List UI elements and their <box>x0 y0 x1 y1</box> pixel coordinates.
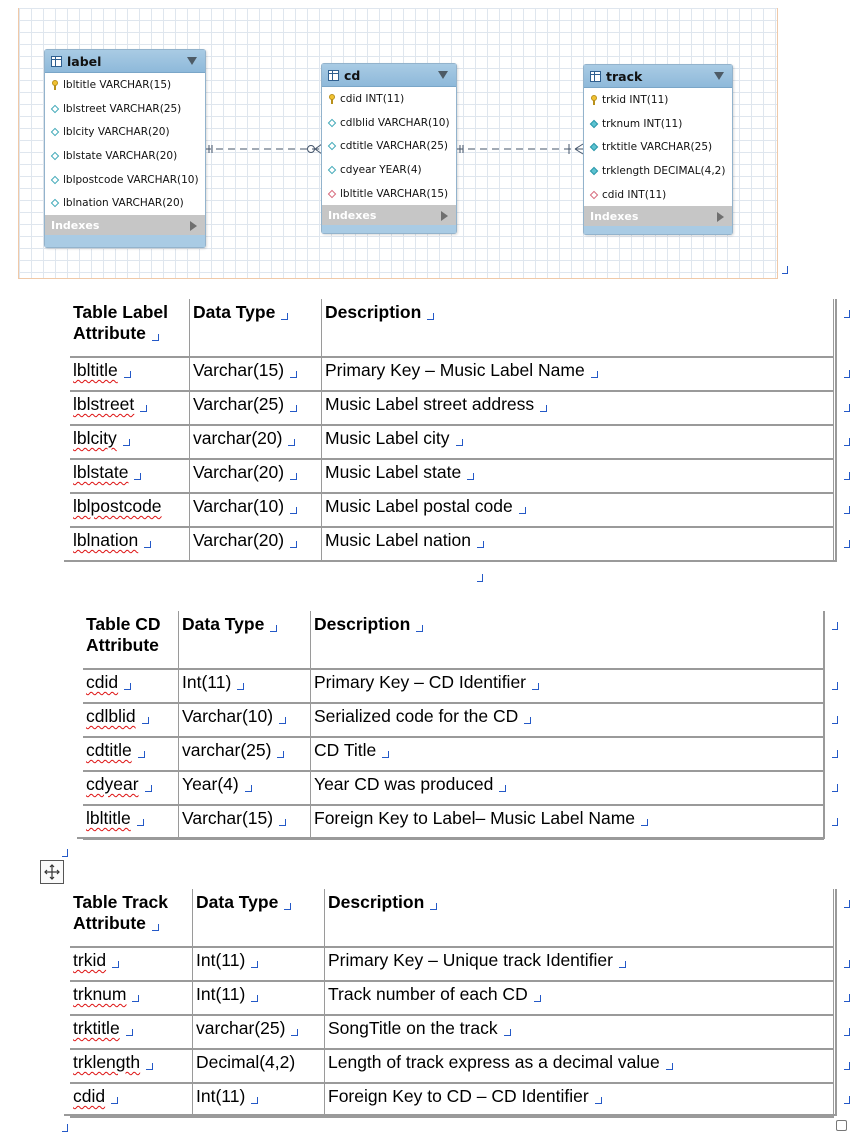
attribute-cell[interactable] <box>70 528 190 562</box>
column-label: trkid INT(11) <box>602 93 669 106</box>
description-cell[interactable] <box>311 704 824 738</box>
paragraph-mark-icon <box>270 625 277 632</box>
attribute-cell[interactable] <box>83 704 179 738</box>
cell-text: Foreign Key to CD – CD Identifier <box>328 1086 589 1106</box>
table-move-handle-icon[interactable] <box>40 860 64 884</box>
entity-name: label <box>67 53 102 69</box>
header-cell[interactable] <box>190 299 322 358</box>
paragraph-mark-icon <box>519 507 526 514</box>
cell-text: Varchar(10) <box>193 496 285 516</box>
paragraph-mark-icon <box>279 819 286 826</box>
table-border <box>77 837 825 839</box>
paragraph-mark-icon <box>595 1097 602 1104</box>
table-border <box>823 611 825 839</box>
cell-text: lblstate <box>73 462 129 482</box>
primary-key-icon <box>50 80 60 90</box>
cell-text: Varchar(20) <box>193 462 285 482</box>
entity-column[interactable] <box>322 182 456 206</box>
column-label: cdid INT(11) <box>340 92 405 105</box>
row-end-mark-icon <box>844 472 850 480</box>
attribute-cell[interactable] <box>70 1050 193 1084</box>
table-row <box>70 1016 834 1050</box>
entity-column[interactable] <box>45 191 205 215</box>
row-end-mark-icon <box>832 784 838 792</box>
entity-column[interactable] <box>322 134 456 158</box>
paragraph-mark-icon <box>146 1063 153 1070</box>
table-row <box>70 460 834 494</box>
table-row <box>83 772 824 806</box>
paragraph-mark-icon <box>237 683 244 690</box>
column-label: lblcity VARCHAR(20) <box>63 126 170 139</box>
column-label: lblstate VARCHAR(20) <box>63 149 178 162</box>
entity-column[interactable] <box>45 73 205 97</box>
indexes-label: Indexes <box>328 208 377 222</box>
cell-text: Int(11) <box>196 984 246 1004</box>
paragraph-mark-icon <box>430 903 437 910</box>
paragraph-mark-icon <box>279 717 286 724</box>
column-label: cdlblid VARCHAR(10) <box>340 116 450 129</box>
paragraph-mark-icon <box>291 1029 298 1036</box>
row-end-mark-icon <box>844 1028 850 1036</box>
header-cell[interactable] <box>179 611 311 670</box>
description-cell[interactable] <box>322 460 834 494</box>
header-cell[interactable] <box>325 889 834 948</box>
filled-diamond-icon <box>589 166 599 176</box>
cell-text: trkid <box>73 950 107 970</box>
cell-text: varchar(25) <box>182 740 272 760</box>
datatype-cell[interactable] <box>179 738 311 772</box>
entity-track[interactable] <box>583 64 733 235</box>
cell-text: Decimal(4,2) <box>196 1052 296 1072</box>
cell-text: Music Label city <box>325 428 450 448</box>
datatype-cell[interactable] <box>190 528 322 562</box>
cell-text: Serialized code for the CD <box>314 706 519 726</box>
description-cell[interactable] <box>322 358 834 392</box>
attribute-cell[interactable] <box>70 982 193 1016</box>
paragraph-mark-icon <box>281 313 288 320</box>
attribute-cell[interactable] <box>70 460 190 494</box>
description-cell[interactable] <box>311 670 824 704</box>
datatype-cell[interactable] <box>193 982 325 1016</box>
entity-column[interactable] <box>322 87 456 111</box>
cell-text: Foreign Key to Label– Music Label Name <box>314 808 636 828</box>
column-diamond-icon <box>327 165 337 175</box>
paragraph-mark-icon <box>534 995 541 1002</box>
paragraph-mark-icon <box>134 473 141 480</box>
cell-text: cdlblid <box>86 706 136 726</box>
cell-text: trktitle <box>73 1018 120 1038</box>
cell-text: cdtitle <box>86 740 132 760</box>
attribute-cell[interactable] <box>70 426 190 460</box>
paragraph-mark-icon <box>137 819 144 826</box>
row-end-mark-icon <box>832 716 838 724</box>
table-row <box>83 806 824 840</box>
table-icon <box>590 71 601 82</box>
attribute-cell[interactable] <box>70 1084 193 1118</box>
datatype-cell[interactable] <box>193 1084 325 1118</box>
table-row <box>70 392 834 426</box>
datatype-cell[interactable] <box>193 1050 325 1084</box>
table-header-row <box>70 889 834 948</box>
description-cell[interactable] <box>322 494 834 528</box>
column-diamond-icon <box>50 175 60 185</box>
filled-diamond-icon <box>589 119 599 129</box>
column-label: lbltitle VARCHAR(15) <box>340 187 449 200</box>
paragraph-mark-icon <box>144 541 151 548</box>
row-end-mark-icon <box>844 540 850 548</box>
paragraph-mark-icon <box>666 1063 673 1070</box>
paragraph-mark-icon <box>124 683 131 690</box>
description-cell[interactable] <box>325 982 834 1016</box>
datatype-cell[interactable] <box>179 670 311 704</box>
cell-text: Description <box>328 892 425 912</box>
column-diamond-icon <box>50 198 60 208</box>
paragraph-mark-icon <box>619 961 626 968</box>
dropdown-arrow-icon[interactable] <box>187 57 197 65</box>
cell-text: Primary Key – Music Label Name <box>325 360 585 380</box>
cell-text: Varchar(25) <box>193 394 285 414</box>
paragraph-mark-icon <box>251 1097 258 1104</box>
paragraph-mark-icon <box>126 1029 133 1036</box>
table-border <box>835 299 837 562</box>
dropdown-arrow-icon[interactable] <box>714 72 724 80</box>
paragraph-mark-icon <box>251 995 258 1002</box>
paragraph-mark-icon <box>140 405 147 412</box>
cell-text: Table Track Attribute <box>73 892 169 933</box>
paragraph-mark-icon <box>245 785 252 792</box>
column-diamond-icon <box>327 118 337 128</box>
indexes-section[interactable] <box>584 206 732 226</box>
table-row <box>70 358 834 392</box>
paragraph-mark-icon <box>142 717 149 724</box>
paragraph-mark-icon <box>532 683 539 690</box>
relationship-label-cd <box>204 144 322 154</box>
table-row <box>70 1050 834 1084</box>
cell-text: Table Label Attribute <box>73 302 168 343</box>
entity-column[interactable] <box>584 112 732 136</box>
row-end-mark-icon <box>844 960 850 968</box>
cell-text: Primary Key – Unique track Identifier <box>328 950 613 970</box>
table-icon <box>328 70 339 81</box>
attribute-cell[interactable] <box>70 392 190 426</box>
datatype-cell[interactable] <box>190 426 322 460</box>
datatype-cell[interactable] <box>190 460 322 494</box>
cell-text: Table CD Attribute <box>86 614 161 655</box>
header-cell[interactable] <box>83 611 179 670</box>
cell-text: lblcity <box>73 428 117 448</box>
cell-text: Primary Key – CD Identifier <box>314 672 527 692</box>
paragraph-mark-icon <box>112 961 119 968</box>
datatype-cell[interactable] <box>190 392 322 426</box>
entity-column[interactable] <box>322 158 456 182</box>
paragraph-mark-icon <box>416 625 423 632</box>
paragraph-mark-icon <box>284 903 291 910</box>
entity-column[interactable] <box>45 120 205 144</box>
entity-header[interactable] <box>45 50 205 73</box>
cell-text: cdid <box>73 1086 106 1106</box>
column-label: cdyear YEAR(4) <box>340 163 422 176</box>
cell-text: cdid <box>86 672 119 692</box>
column-label: trklength DECIMAL(4,2) <box>602 164 726 177</box>
paragraph-mark-icon <box>591 371 598 378</box>
paragraph-mark-icon <box>456 439 463 446</box>
paragraph-mark-icon <box>152 334 159 341</box>
paragraph-mark-icon <box>540 405 547 412</box>
header-cell[interactable] <box>70 889 193 948</box>
foreign-key-diamond-icon <box>327 189 337 199</box>
paragraph-mark-icon <box>641 819 648 826</box>
cell-text: Music Label state <box>325 462 462 482</box>
description-cell[interactable] <box>311 806 824 840</box>
paragraph-mark-icon <box>477 541 484 548</box>
cell-text: lblpostcode <box>73 496 162 516</box>
cell-text: Year CD was produced <box>314 774 494 794</box>
attribute-cell[interactable] <box>70 358 190 392</box>
cd-attribute-table <box>83 611 824 840</box>
description-cell[interactable] <box>325 948 834 982</box>
column-label: lbltitle VARCHAR(15) <box>63 78 172 91</box>
cell-text: trklength <box>73 1052 141 1072</box>
filled-diamond-icon <box>589 142 599 152</box>
entity-column[interactable] <box>322 111 456 135</box>
paragraph-mark-icon <box>251 961 258 968</box>
column-diamond-icon <box>50 127 60 137</box>
table-header-row <box>83 611 824 670</box>
table-row <box>83 738 824 772</box>
foreign-key-diamond-icon <box>589 190 599 200</box>
entity-cd[interactable] <box>321 63 457 234</box>
description-cell[interactable] <box>311 772 824 806</box>
cell-text: lblstreet <box>73 394 135 414</box>
row-end-mark-icon <box>844 1096 850 1104</box>
er-diagram[interactable] <box>18 8 778 279</box>
expand-arrow-icon[interactable] <box>717 212 724 222</box>
entity-bottom-bar <box>322 225 456 233</box>
track-attribute-table <box>70 889 834 1118</box>
paragraph-mark-icon <box>477 574 483 582</box>
primary-key-icon <box>589 95 599 105</box>
paragraph-mark-icon <box>62 849 68 857</box>
column-diamond-icon <box>327 141 337 151</box>
cell-text: cdyear <box>86 774 139 794</box>
description-cell[interactable] <box>325 1084 834 1118</box>
cell-text: Data Type <box>182 614 265 634</box>
entity-header[interactable] <box>584 65 732 88</box>
attribute-cell[interactable] <box>83 670 179 704</box>
entity-column[interactable] <box>584 135 732 159</box>
row-end-mark-icon <box>832 818 838 826</box>
paragraph-mark-icon <box>145 785 152 792</box>
cell-text: Data Type <box>193 302 276 322</box>
description-cell[interactable] <box>322 392 834 426</box>
entity-column[interactable] <box>45 144 205 168</box>
table-row <box>70 1084 834 1118</box>
attribute-cell[interactable] <box>70 948 193 982</box>
entity-column[interactable] <box>584 159 732 183</box>
description-cell[interactable] <box>322 528 834 562</box>
table-border <box>64 1114 837 1116</box>
header-cell[interactable] <box>311 611 824 670</box>
header-cell[interactable] <box>70 299 190 358</box>
column-label: cdid INT(11) <box>602 188 667 201</box>
table-row <box>70 948 834 982</box>
column-label: lblnation VARCHAR(20) <box>63 197 184 210</box>
cell-text: varchar(25) <box>196 1018 286 1038</box>
datatype-cell[interactable] <box>193 1016 325 1050</box>
expand-arrow-icon[interactable] <box>190 221 197 231</box>
column-label: trknum INT(11) <box>602 117 683 130</box>
table-resize-handle-icon[interactable] <box>836 1120 847 1131</box>
paragraph-mark-icon <box>138 751 145 758</box>
datatype-cell[interactable] <box>179 772 311 806</box>
row-end-mark-icon <box>844 900 850 908</box>
paragraph-mark-icon <box>123 439 130 446</box>
cell-text: Music Label street address <box>325 394 535 414</box>
datatype-cell[interactable] <box>193 948 325 982</box>
paragraph-mark-icon <box>277 751 284 758</box>
paragraph-mark-icon <box>290 405 297 412</box>
column-label: cdtitle VARCHAR(25) <box>340 140 449 153</box>
table-header-row <box>70 299 834 358</box>
paragraph-mark-icon <box>290 371 297 378</box>
row-end-mark-icon <box>844 438 850 446</box>
entity-column[interactable] <box>45 168 205 192</box>
row-end-mark-icon <box>844 506 850 514</box>
cell-text: Varchar(10) <box>182 706 274 726</box>
cell-text: lbltitle <box>73 360 118 380</box>
row-end-mark-icon <box>832 622 838 630</box>
cell-text: Varchar(20) <box>193 530 285 550</box>
column-diamond-icon <box>50 151 60 161</box>
cell-text: varchar(20) <box>193 428 283 448</box>
paragraph-mark-icon <box>152 924 159 931</box>
row-end-mark-icon <box>832 682 838 690</box>
paragraph-mark-icon <box>111 1097 118 1104</box>
header-cell[interactable] <box>322 299 834 358</box>
attribute-cell[interactable] <box>83 806 179 840</box>
table-row <box>70 494 834 528</box>
row-end-mark-icon <box>844 370 850 378</box>
paragraph-mark-icon <box>290 507 297 514</box>
indexes-section[interactable] <box>322 205 456 225</box>
entity-name: track <box>606 68 643 84</box>
entity-bottom-bar <box>45 235 205 247</box>
paragraph-mark-icon <box>290 541 297 548</box>
entity-column[interactable] <box>45 97 205 121</box>
entity-column[interactable] <box>584 88 732 112</box>
paragraph-mark-icon <box>524 717 531 724</box>
cell-text: trknum <box>73 984 127 1004</box>
entity-name: cd <box>344 67 361 83</box>
entity-label[interactable] <box>44 49 206 248</box>
entity-column[interactable] <box>584 183 732 207</box>
paragraph-mark-icon <box>467 473 474 480</box>
table-row <box>70 982 834 1016</box>
cell-text: Music Label postal code <box>325 496 513 516</box>
attribute-cell[interactable] <box>70 1016 193 1050</box>
description-cell[interactable] <box>322 426 834 460</box>
column-label: lblpostcode VARCHAR(10) <box>63 173 199 186</box>
description-cell[interactable] <box>325 1050 834 1084</box>
row-end-mark-icon <box>844 994 850 1002</box>
cell-text: Year(4) <box>182 774 239 794</box>
header-cell[interactable] <box>193 889 325 948</box>
cell-text: lbltitle <box>86 808 131 828</box>
cell-text: CD Title <box>314 740 377 760</box>
description-cell[interactable] <box>311 738 824 772</box>
cell-text: Varchar(15) <box>193 360 285 380</box>
cell-text: Data Type <box>196 892 279 912</box>
cell-text: Track number of each CD <box>328 984 528 1004</box>
paragraph-mark-icon <box>782 266 788 274</box>
datatype-cell[interactable] <box>190 358 322 392</box>
table-row <box>70 426 834 460</box>
datatype-cell[interactable] <box>190 494 322 528</box>
row-end-mark-icon <box>844 310 850 318</box>
paragraph-mark-icon <box>62 1124 68 1132</box>
indexes-label: Indexes <box>51 218 100 232</box>
cell-text: SongTitle on the track <box>328 1018 498 1038</box>
label-attribute-table <box>70 299 834 562</box>
table-border <box>64 560 837 562</box>
paragraph-mark-icon <box>132 995 139 1002</box>
table-icon <box>51 56 62 67</box>
attribute-cell[interactable] <box>83 772 179 806</box>
table-row <box>70 528 834 562</box>
entity-bottom-bar <box>584 226 732 234</box>
column-diamond-icon <box>50 104 60 114</box>
expand-arrow-icon[interactable] <box>441 211 448 221</box>
cell-text: Music Label nation <box>325 530 471 550</box>
relationship-cd-track <box>456 144 584 154</box>
paragraph-mark-icon <box>499 785 506 792</box>
paragraph-mark-icon <box>504 1029 511 1036</box>
table-row <box>83 704 824 738</box>
cell-text: Varchar(15) <box>182 808 274 828</box>
row-end-mark-icon <box>844 404 850 412</box>
attribute-cell[interactable] <box>70 494 190 528</box>
row-end-mark-icon <box>832 750 838 758</box>
table-row <box>83 670 824 704</box>
cell-text: Description <box>314 614 411 634</box>
cell-text: Int(11) <box>196 950 246 970</box>
paragraph-mark-icon <box>382 751 389 758</box>
indexes-label: Indexes <box>590 209 639 223</box>
paragraph-mark-icon <box>288 439 295 446</box>
paragraph-mark-icon <box>427 313 434 320</box>
row-end-mark-icon <box>844 1062 850 1070</box>
description-cell[interactable] <box>325 1016 834 1050</box>
table-border <box>835 889 837 1116</box>
datatype-cell[interactable] <box>179 704 311 738</box>
indexes-section[interactable] <box>45 215 205 235</box>
cell-text: Length of track express as a decimal value <box>328 1052 660 1072</box>
datatype-cell[interactable] <box>179 806 311 840</box>
column-label: trktitle VARCHAR(25) <box>602 141 713 154</box>
cell-text: lblnation <box>73 530 139 550</box>
entity-header[interactable] <box>322 64 456 87</box>
dropdown-arrow-icon[interactable] <box>438 71 448 79</box>
cell-text: Int(11) <box>196 1086 246 1106</box>
paragraph-mark-icon <box>124 371 131 378</box>
primary-key-icon <box>327 94 337 104</box>
paragraph-mark-icon <box>290 473 297 480</box>
cell-text: Description <box>325 302 422 322</box>
column-label: lblstreet VARCHAR(25) <box>63 102 182 115</box>
attribute-cell[interactable] <box>83 738 179 772</box>
cell-text: Int(11) <box>182 672 232 692</box>
